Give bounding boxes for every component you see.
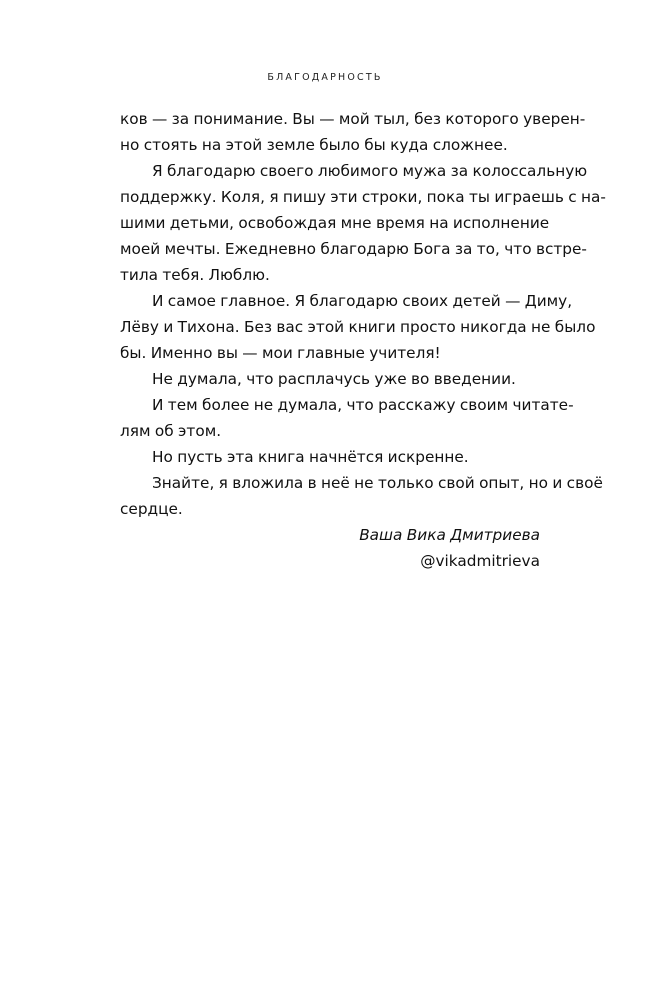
text-line: бы. Именно вы — мои главные учителя! <box>120 344 441 362</box>
text-line: И самое главное. Я благодарю своих детей — Диму, <box>152 292 573 310</box>
text-line: Но пусть эта книга начнётся искренне. <box>152 448 469 466</box>
text-line: ков — за понимание. Вы — мой тыл, без которого уверен- <box>120 110 586 128</box>
text-line: Не думала, что расплачусь уже во введении. <box>152 370 516 388</box>
text-line: но стоять на этой земле было бы куда сложнее. <box>120 136 508 154</box>
text-line: Знайте, я вложила в неё не только свой опыт, но и своё <box>152 474 603 492</box>
text-line: тила тебя. Люблю. <box>120 266 270 284</box>
text-line: шими детьми, освобождая мне время на исполнение <box>120 214 550 232</box>
signature-name: Ваша Вика Дмитриева <box>359 526 540 544</box>
running-head: БЛАГОДАРНОСТЬ <box>267 72 383 83</box>
text-line: И тем более не думала, что расскажу своим читате- <box>152 396 574 414</box>
text-line: моей мечты. Ежедневно благодарю Бога за то, что встре- <box>120 240 587 258</box>
signature-handle: @vikadmitrieva <box>420 552 540 570</box>
text-line: сердце. <box>120 500 183 518</box>
body-text <box>120 106 606 574</box>
text-line: поддержку. Коля, я пишу эти строки, пока ты играешь с на- <box>120 188 606 206</box>
text-line: лям об этом. <box>120 422 222 440</box>
text-line: Я благодарю своего любимого мужа за колоссальную <box>152 162 588 180</box>
text-line: Лёву и Тихона. Без вас этой книги просто никогда не было <box>120 318 596 336</box>
